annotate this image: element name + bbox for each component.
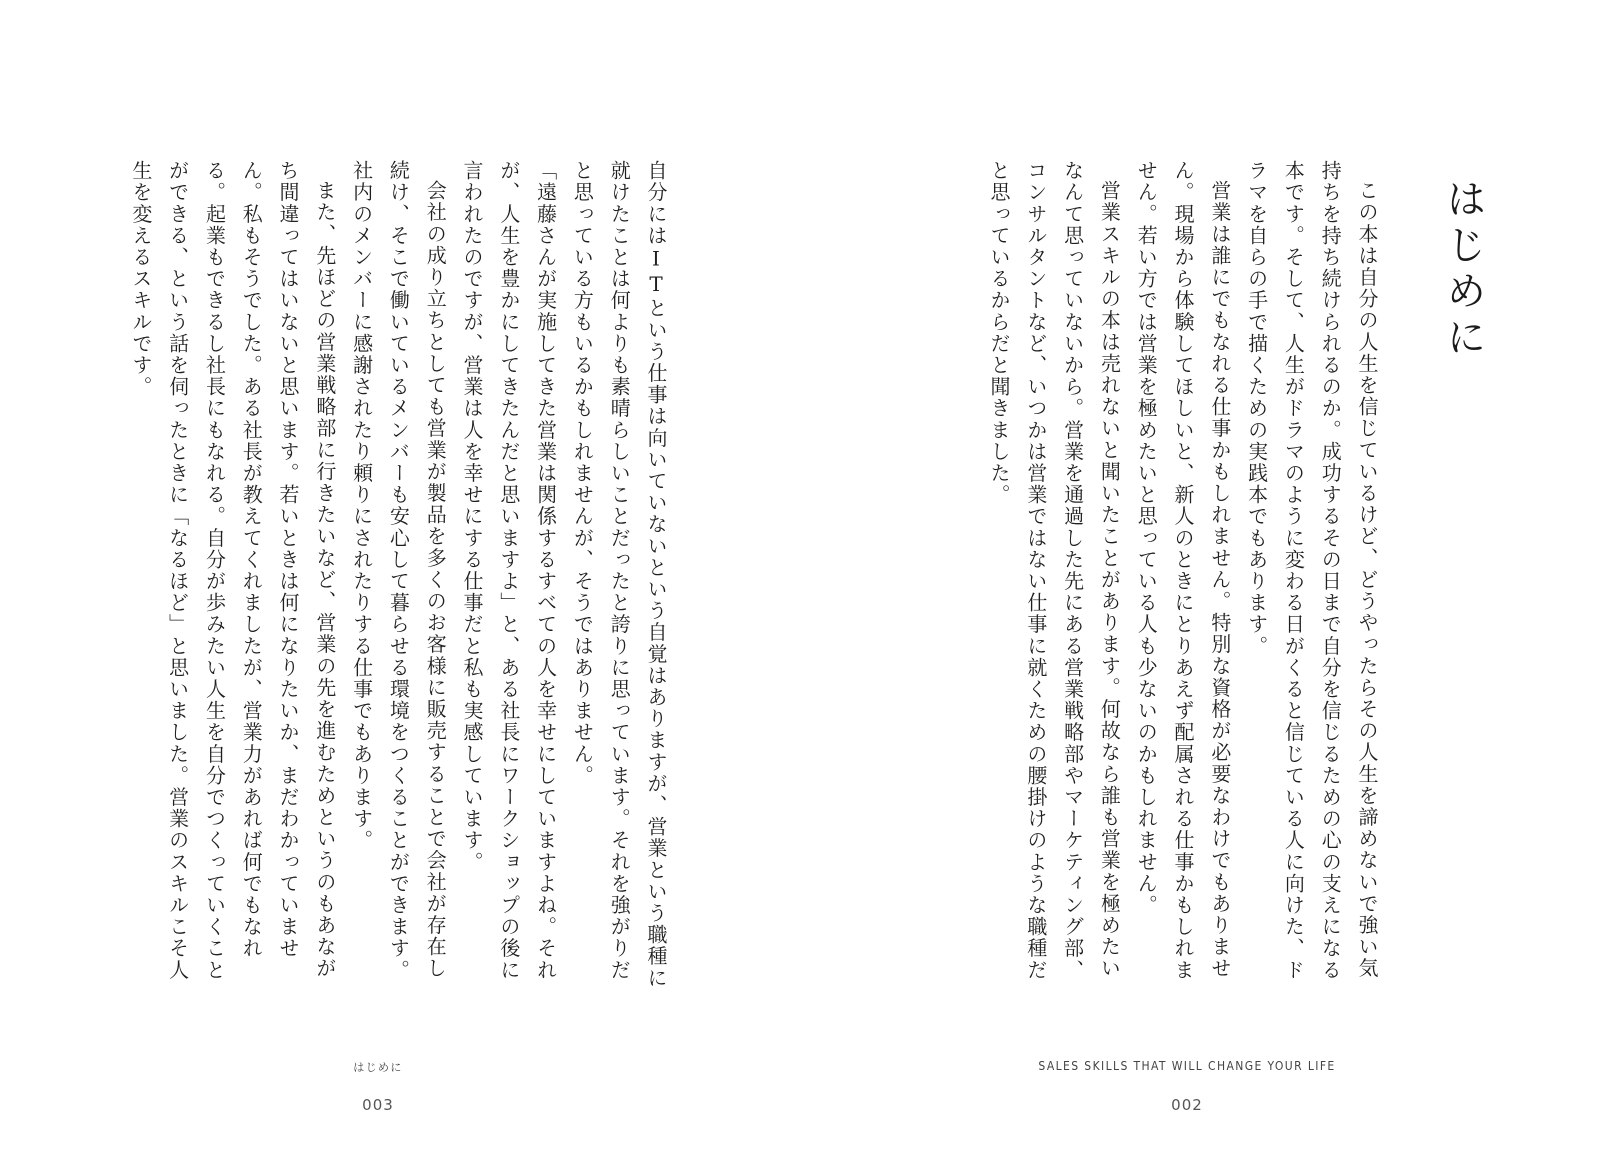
right-page bbox=[800, 0, 1600, 1158]
body-paragraph: また、先ほどの営業戦略部に行きたいなど、営業の先を進むためというのもあながち間違ってはいないと思います。若いときは何になりたいか、まだわかっていません。私もそうでした。ある社長が教えてくれましたが、営業力があれば何でもなれる。起業もできるし社長にもなれる。自分が歩みたい人生を自分でつくっていくことができる、という話を伺ったときに「なるほど」と思いました。営業のスキルこそ人生を変えるスキルです。 bbox=[128, 160, 337, 981]
page-number: 003 bbox=[362, 1096, 394, 1114]
running-head: SALES SKILLS THAT WILL CHANGE YOUR LIFE bbox=[1038, 1059, 1336, 1073]
page-number: 002 bbox=[1171, 1096, 1203, 1114]
body-paragraph: 営業は誰にでもなれる仕事かもしれません。特別な資格が必要なわけでもありません。現場から体験してほしいと、新人のときにとりあえず配属される仕事かもしれません。若い方では営業を極めたいと思っている人も少ないのかもしれません。 bbox=[1134, 160, 1232, 981]
body-paragraph: 営業スキルの本は売れないと聞いたことがあります。何故なら誰も営業を極めたいなんて思っていないから。営業を通過した先にある営業戦略部やマーケティング部、コンサルタントなど、いつかは営業ではない仕事に就くための腰掛けのような職種だと思っているからだと聞きました。 bbox=[987, 160, 1122, 981]
body-paragraph: この本は自分の人生を信じているけど、どうやったらその人生を諦めないで強い気持ちを持ち続けられるのか。成功するその日まで自分を信じるための心の支えになる本です。そして、人生がドラマのように変わる日がくると信じている人に向けた、ドラマを自らの手で描くための実践本でもあります。 bbox=[1244, 160, 1379, 981]
running-head: はじめに bbox=[353, 1061, 403, 1074]
right-page-body bbox=[945, 160, 1385, 990]
body-paragraph: 会社の成り立ちとしても営業が製品を多くのお客様に販売することで会社が存在し続け、そこで働いているメンバーも安心して暮らせる環境をつくることができます。社内のメンバーに感謝されたり頼りにされたりする仕事でもあります。 bbox=[349, 160, 448, 981]
body-paragraph: 自分にはITという仕事は向いていないという自覚はありますが、営業という職種に就けたことは何よりも素晴らしいことだったと誇りに思っています。それを強がりだと思っている方もいるかもしれませんが、そうではありません。 bbox=[570, 160, 668, 989]
body-paragraph: 「遠藤さんが実施してきた営業は関係するすべての人を幸せにしていますよね。それが、人生を豊かにしてきたんだと思いますよ」と、ある社長にワークショップの後に言われたのですが、営業は人を幸せにする仕事だと私も実感しています。 bbox=[460, 160, 558, 981]
chapter-title: はじめに bbox=[1440, 178, 1486, 362]
left-page-body bbox=[128, 160, 674, 990]
